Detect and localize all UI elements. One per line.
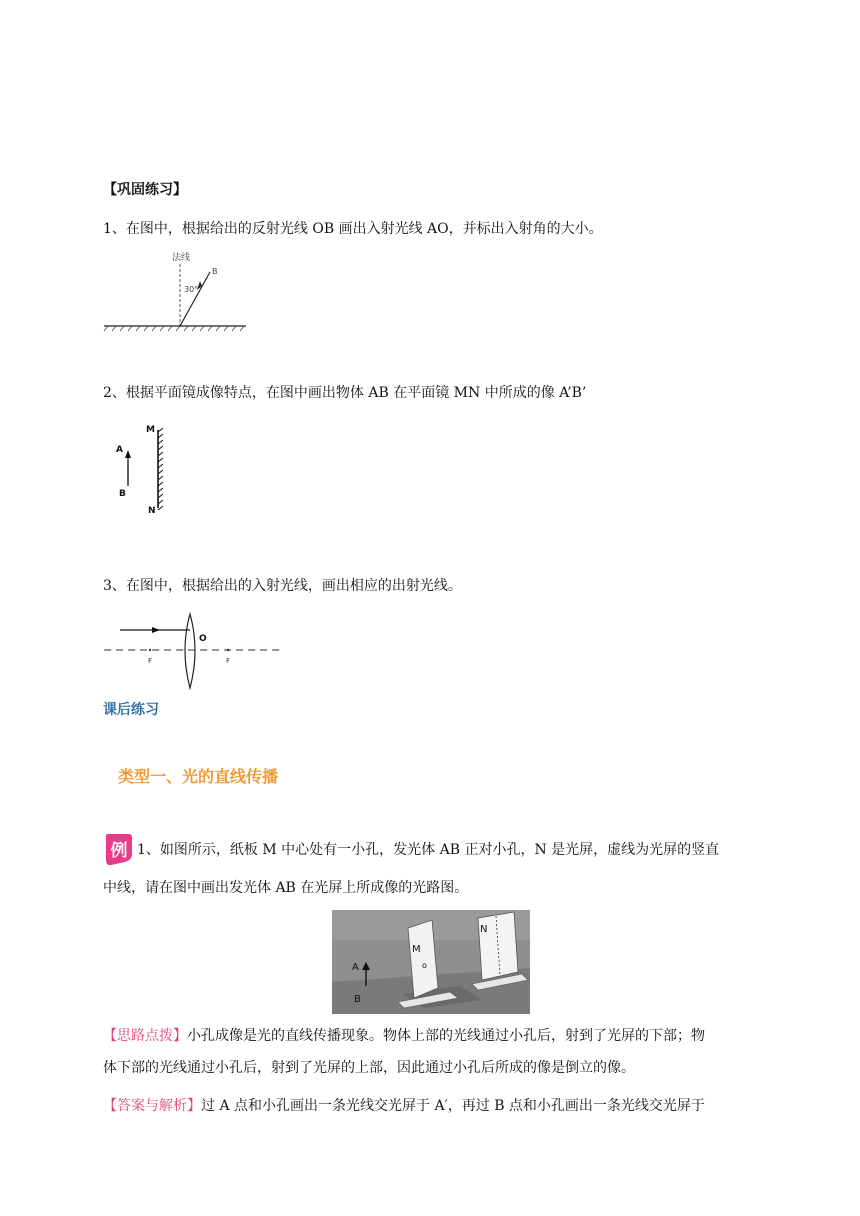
example-badge (103, 832, 133, 866)
mirror-m-label: M (146, 425, 155, 435)
example-line-1: 1、如图所示，纸板 M 中心处有一小孔，发光体 AB 正对小孔，N 是光屏，虚线为光屏的竖直 (137, 842, 720, 858)
answer-text-1: 过 A 点和小孔画出一条光线交光屏于 A′，再过 B 点和小孔画出一条光线交光屏于 (201, 1098, 705, 1114)
point-a-label: A (352, 962, 359, 973)
pinhole-label: o (422, 961, 427, 970)
figure-pinhole-camera (332, 910, 530, 1014)
point-b-label: B (354, 994, 361, 1005)
normal-label: 法线 (172, 253, 191, 263)
hint-tag: 【思路点拨】 (103, 1028, 187, 1044)
optical-center-label: O (199, 634, 207, 644)
section-heading-consolidation: 【巩固练习】 (103, 182, 187, 198)
focus-right-label: F (226, 657, 231, 665)
point-a-label: A (116, 445, 123, 455)
question-3-text: 3、在图中，根据给出的入射光线，画出相应的出射光线。 (103, 578, 462, 594)
hint-line-2: 体下部的光线通过小孔后，射到了光屏的上部，因此通过小孔后所成的像是倒立的像。 (103, 1060, 635, 1076)
answer-tag: 【答案与解析】 (103, 1098, 201, 1114)
section-heading-after-class: 课后练习 (103, 702, 159, 718)
figure-reflection (100, 248, 250, 334)
hint-text-1: 小孔成像是光的直线传播现象。物体上部的光线通过小孔后，射到了光屏的下部；物 (187, 1028, 705, 1044)
figure-plane-mirror (110, 420, 180, 516)
answer-line-1 (103, 1092, 705, 1120)
mirror-n-label: N (148, 506, 156, 516)
focus-left-label: F (148, 657, 153, 665)
question-2-text: 2、根据平面镜成像特点，在图中画出物体 AB 在平面镜 MN 中所成的像 A’B’ (103, 385, 587, 401)
question-1-text: 1、在图中，根据给出的反射光线 OB 画出入射光线 AO，并标出入射角的大小。 (103, 221, 603, 237)
screen-n-label: N (480, 924, 488, 935)
point-b-label: B (212, 267, 218, 276)
example-line-2: 中线，请在图中画出发光体 AB 在光屏上所成像的光路图。 (103, 880, 469, 896)
angle-label: 30° (184, 285, 199, 294)
point-b-label: B (119, 489, 126, 499)
card-m-label: M (412, 944, 421, 955)
example-badge-label: 例 (110, 841, 128, 861)
figure-convex-lens (100, 610, 284, 692)
hint-line-1 (103, 1022, 705, 1050)
type-heading: 类型一、光的直线传播 (118, 767, 279, 786)
